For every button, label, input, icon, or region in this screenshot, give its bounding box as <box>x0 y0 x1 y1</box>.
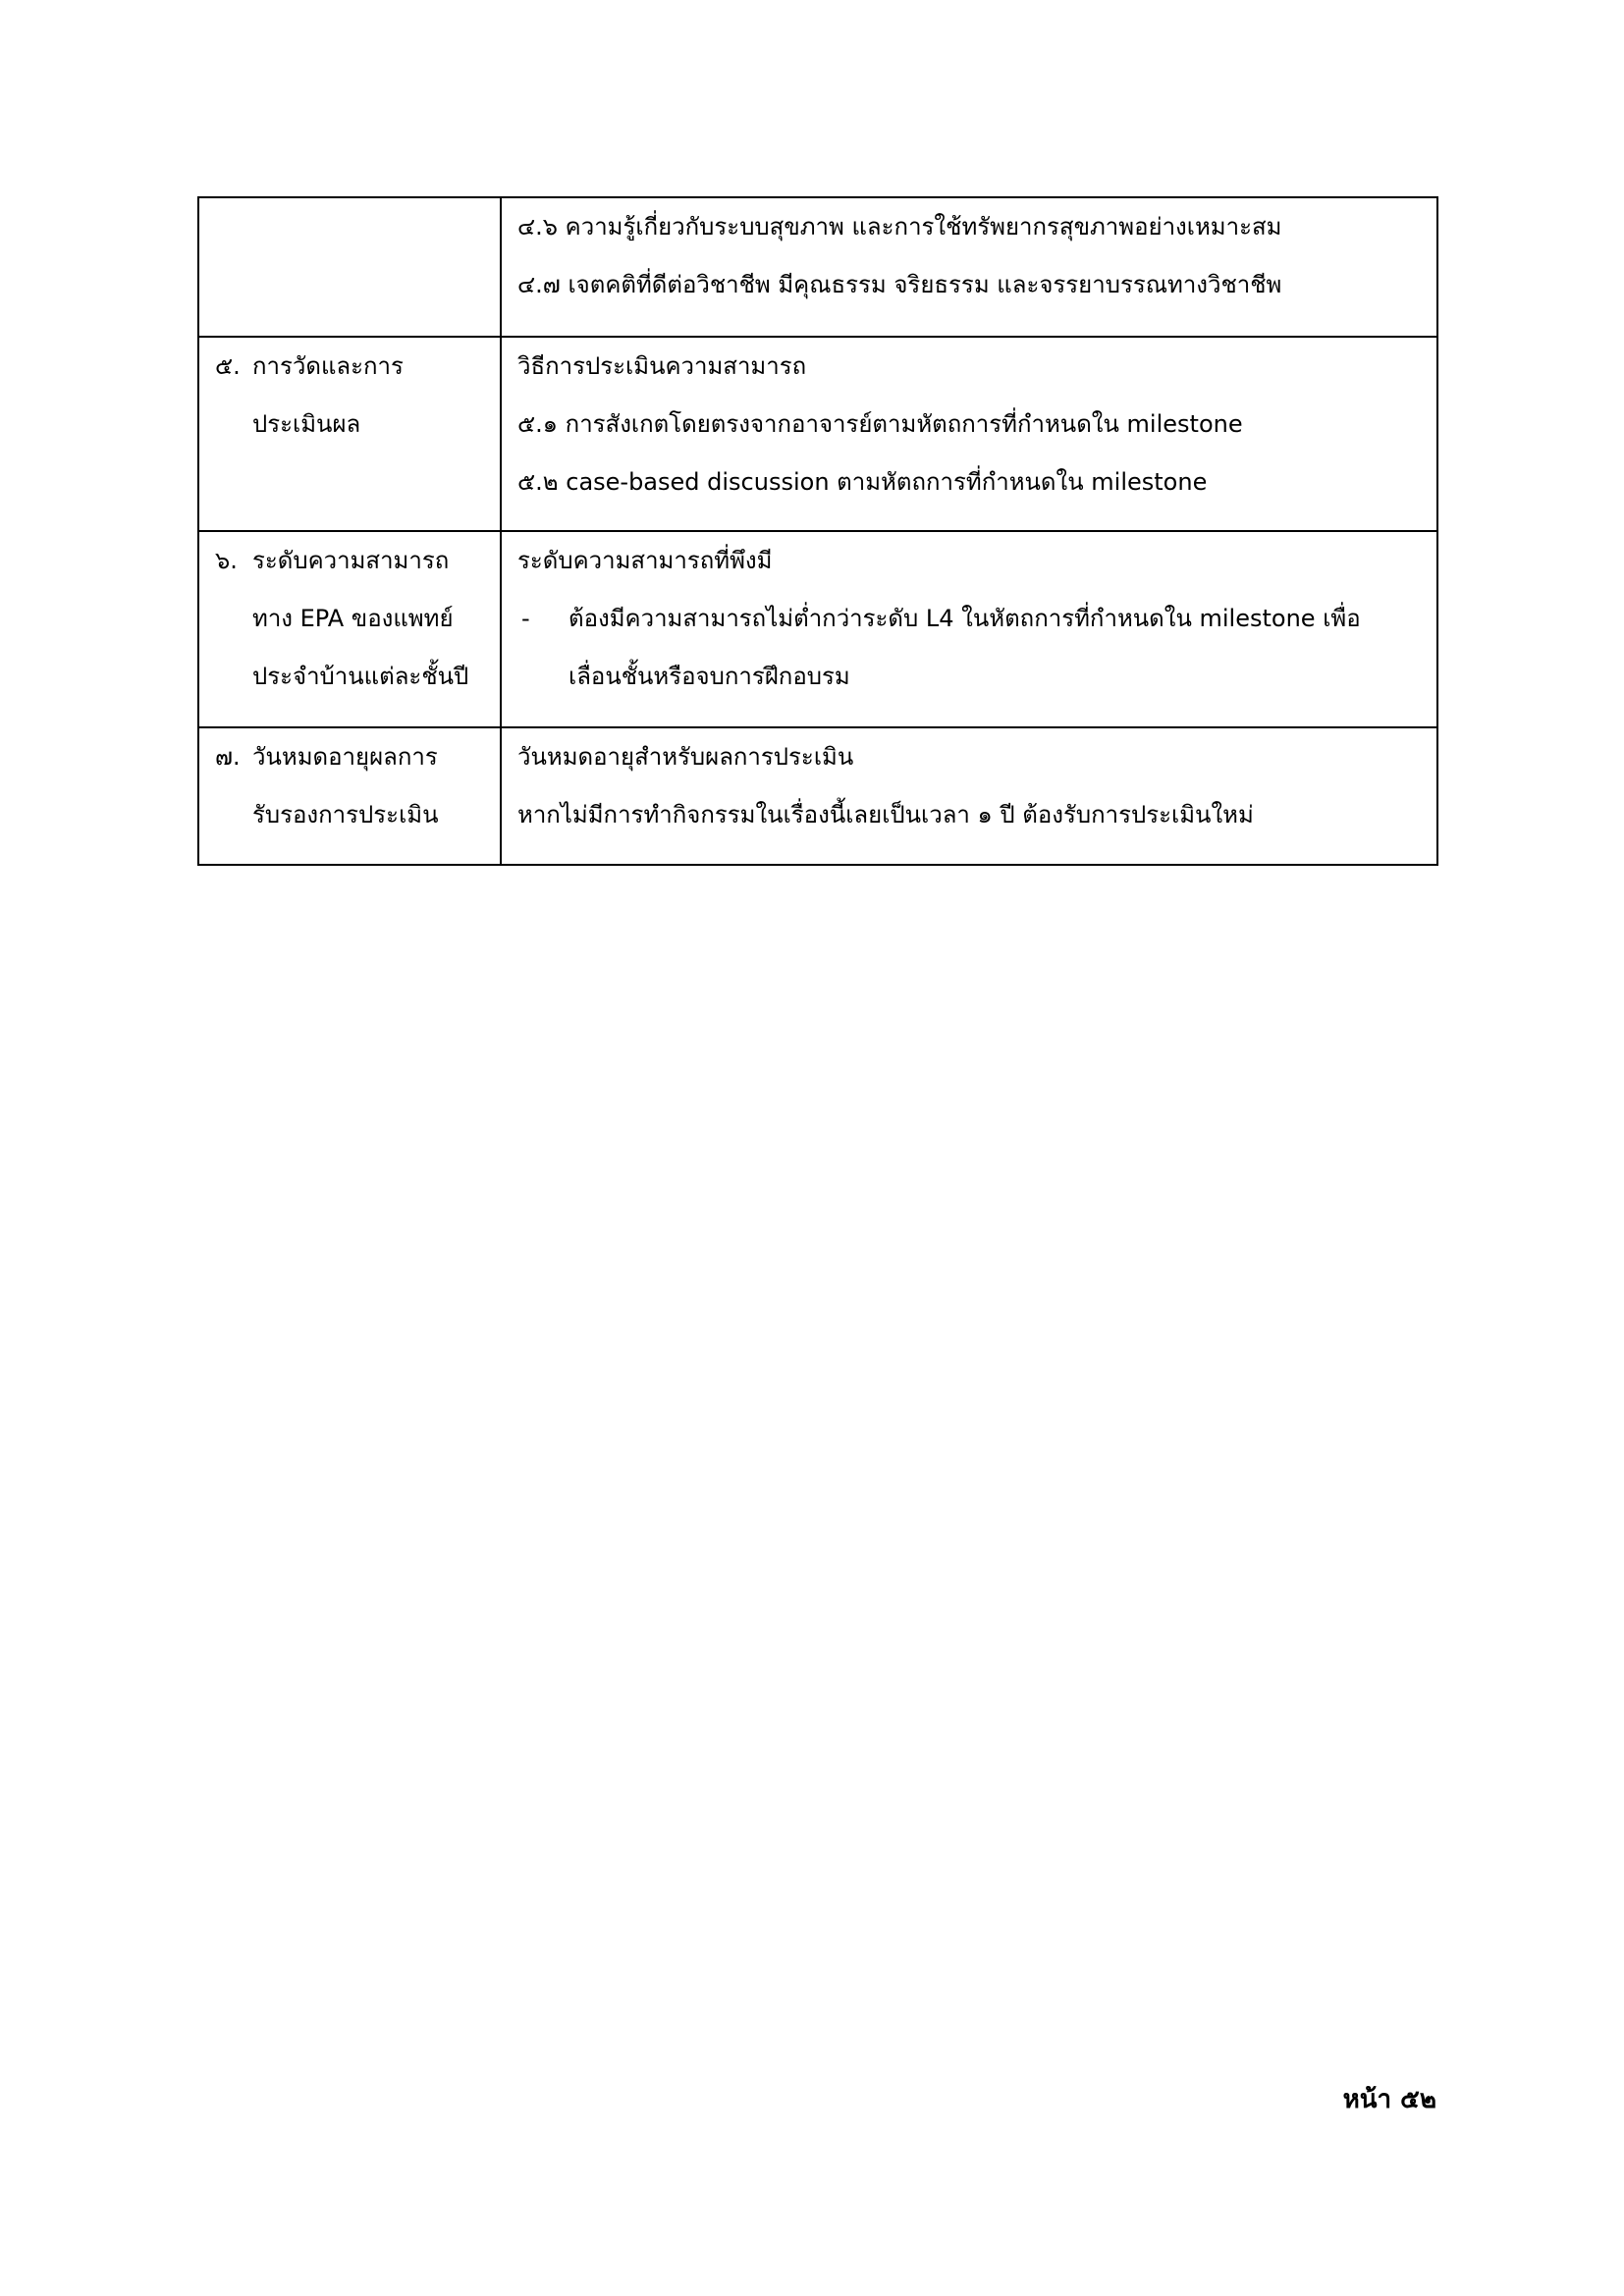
content-heading: ระดับความสามารถที่พึงมี <box>517 547 773 574</box>
row-content-cell <box>501 197 1437 337</box>
row-number: ๖. <box>215 547 238 574</box>
content-line: ๔.๗ เจตคติที่ดีต่อวิชาชีพ มีคุณธรรม จริยธรรม และจรรยาบรรณทางวิชาชีพ <box>517 271 1282 298</box>
bullet-text-continued: เลื่อนชั้นหรือจบการฝึกอบรม <box>568 663 850 690</box>
bullet-item <box>517 590 1425 648</box>
row-label-line: ประจำบ้านแต่ละชั้นปี <box>252 663 469 690</box>
row-label-cell <box>198 197 501 337</box>
row-label-line: การวัดและการ <box>252 352 404 380</box>
row-label-cell <box>198 337 501 531</box>
row-label-line: วันหมดอายุผลการ <box>252 743 438 771</box>
content-heading: วันหมดอายุสำหรับผลการประเมิน <box>517 743 854 771</box>
row-number: ๗. <box>215 743 241 771</box>
row-label-line: ประเมินผล <box>252 410 361 438</box>
row-label-line: ทาง EPA ของแพทย์ <box>252 605 454 632</box>
row-label <box>215 338 492 454</box>
competency-table <box>197 196 1438 866</box>
row-number: ๕. <box>215 352 241 380</box>
page-number: หน้า ๕๒ <box>1342 2085 1436 2114</box>
row-label-line: รับรองการประเมิน <box>252 801 439 828</box>
row-label <box>215 728 492 844</box>
row-content-cell <box>501 337 1437 531</box>
table-row <box>198 727 1437 865</box>
bullet-dash: - <box>521 605 530 632</box>
row-label-cell <box>198 727 501 865</box>
row-label <box>215 532 492 706</box>
content-line: ๔.๖ ความรู้เกี่ยวกับระบบสุขภาพ และการใช้ทรัพยากรสุขภาพอย่างเหมาะสม <box>517 213 1282 240</box>
table-row <box>198 531 1437 727</box>
content-line: ๕.๑ การสังเกตโดยตรงจากอาจารย์ตามหัตถการที่กำหนดใน milestone <box>517 410 1243 438</box>
row-label-line: ระดับความสามารถ <box>252 547 450 574</box>
table-row <box>198 337 1437 531</box>
bullet-text: ต้องมีความสามารถไม่ต่ำกว่าระดับ L4 ในหัตถการที่กำหนดใน milestone เพื่อ <box>568 605 1361 632</box>
table-row <box>198 197 1437 337</box>
content-line: ๕.๒ case-based discussion ตามหัตถการที่กำหนดใน milestone <box>517 468 1208 496</box>
row-content-cell <box>501 531 1437 727</box>
row-content-cell <box>501 727 1437 865</box>
content-line: หากไม่มีการทำกิจกรรมในเรื่องนี้เลยเป็นเวลา ๑ ปี ต้องรับการประเมินใหม่ <box>517 801 1254 828</box>
row-label-cell <box>198 531 501 727</box>
content-heading: วิธีการประเมินความสามารถ <box>517 352 807 380</box>
